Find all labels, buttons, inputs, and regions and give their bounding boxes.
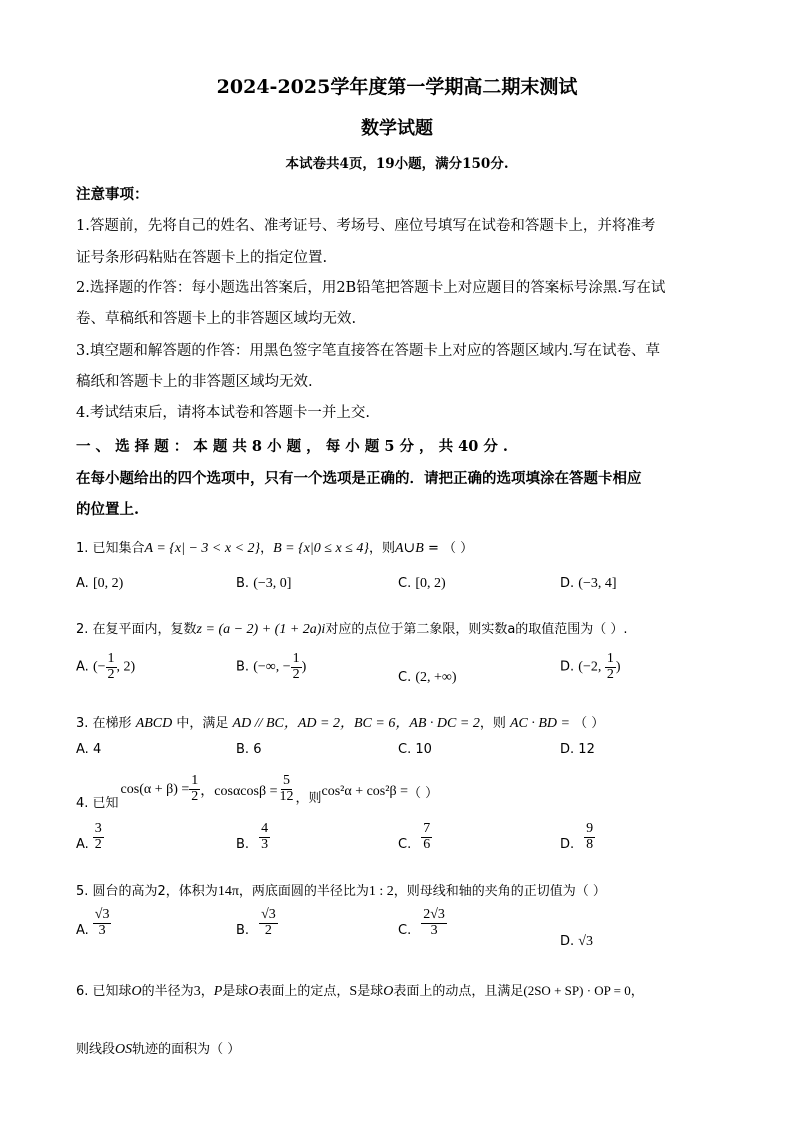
note-2b: 卷、草稿纸和答题卡上的非答题区域均无效. [76, 311, 357, 327]
q2-option-b-label: B. [236, 659, 250, 675]
q3-option-d-label: D. [560, 742, 575, 757]
q4-c2: ，cosαcosβ = [200, 783, 278, 799]
q2-option-b[interactable] [236, 652, 306, 682]
q3-option-b[interactable] [236, 742, 261, 757]
q3-shape: ABCD [135, 716, 173, 731]
q5-c-frac [421, 908, 447, 938]
q2-a-right: , 2) [116, 659, 136, 675]
q1-option-c-value: [0, 2) [415, 576, 446, 591]
section-heading-3: 的位置上. [76, 501, 140, 518]
q3-option-c-label: C. [398, 742, 412, 757]
q2-option-a[interactable] [76, 652, 135, 682]
notes-heading: 注意事项： [76, 186, 149, 203]
q4-c2-den: 12 [279, 789, 294, 804]
q2-option-c-value: (2, +∞) [415, 670, 457, 685]
q4-c2-frac [277, 774, 295, 804]
q4-c1-num: 1 [191, 773, 199, 789]
q3-option-b-value: 6 [253, 742, 262, 757]
q2-post: 对应的点位于第二象限，则实数a的取值范围为（ ）. [325, 622, 628, 637]
q5-a-den: 3 [98, 922, 106, 938]
q3-cond: AD // BC，AD = 2，BC = 6，AB · DC = 2 [232, 716, 480, 731]
q3-option-c[interactable] [398, 742, 432, 757]
subject-title: 数学试题 [361, 118, 433, 139]
q4-option-a-label: A. [76, 837, 89, 853]
q4-c1-den: 2 [191, 789, 199, 804]
q2-expr: z = (a − 2) + (1 + 2a)i [196, 622, 326, 637]
q6-comma: ， [630, 984, 644, 999]
q3-option-b-label: B. [236, 742, 250, 757]
q2-b-num: 1 [292, 651, 300, 666]
q5-option-d-label: D. [560, 934, 575, 949]
q5-option-d-value: √3 [578, 934, 593, 949]
q4-a-frac [93, 822, 104, 852]
question-6 [76, 980, 644, 1000]
q6-mid5: 是球 [357, 984, 384, 999]
q6-cond: (2SO + SP) · OP = 0 [523, 983, 631, 998]
q4-option-a[interactable] [76, 822, 104, 852]
note-3b: 稿纸和答题卡上的非答题区域均无效. [76, 374, 313, 390]
q5-vol: 14π [217, 884, 239, 899]
q3-option-a-value: 4 [92, 742, 102, 757]
q6-line2-post: 轨迹的面积为（ ） [132, 1042, 241, 1057]
q1-setA: A = {x| − 3 < x < 2} [144, 541, 261, 556]
q3-tail: （ ） [574, 716, 605, 731]
note-4: 4.考试结束后，请将本试卷和答题卡一并上交. [76, 405, 370, 421]
q1-pre: 1. 已知集合 [76, 541, 145, 556]
question-2 [76, 618, 628, 638]
q2-b-den: 2 [292, 666, 300, 682]
q1-option-a[interactable] [76, 576, 123, 592]
q5-b-num: √3 [261, 907, 276, 922]
q5-option-b[interactable] [236, 908, 278, 938]
q4-option-b-label: B. [236, 837, 250, 853]
section-heading-1: 一 、 选 择 题 ： 本 题 共 8 小 题 ， 每 小 题 5 分 ， 共 40 分 . [76, 438, 508, 455]
q4-c2-num: 5 [282, 773, 290, 789]
section-heading-2: 在每小题给出的四个选项中，只有一个选项是正确的．请把正确的选项填涂在答题卡相应 [76, 470, 642, 487]
q2-d-num: 1 [606, 651, 614, 666]
q3-option-d-value: 12 [578, 742, 595, 757]
q4-option-c[interactable] [398, 822, 432, 852]
q2-d-left: (−2, [578, 659, 605, 675]
q6-o3: O [383, 984, 394, 999]
q5-a-num: √3 [94, 907, 110, 922]
q1-post: ，则 [368, 541, 395, 556]
q4-d-frac [584, 822, 595, 852]
note-1a: 1.答题前，先将自己的姓名、准考证号、考场号、座位号填写在试卷和答题卡上，并将准考 [76, 218, 656, 234]
q5-b-frac [259, 908, 278, 938]
q3-option-c-value: 10 [415, 742, 432, 757]
q1-option-b-label: B. [236, 576, 250, 591]
q5-option-c-label: C. [398, 923, 412, 939]
q4-b-frac [259, 822, 270, 852]
q3-pre: 3. 在梯形 [76, 716, 132, 731]
q5-b-den: 2 [264, 922, 272, 938]
q5-ratio: 1 : 2 [368, 884, 394, 899]
q4-d-den: 8 [586, 836, 594, 852]
q4-option-d-label: D. [560, 837, 575, 853]
q6-mid1: 的半径为 [141, 984, 194, 999]
q2-pre: 2. 在复平面内，复数 [76, 622, 197, 637]
q2-d-right: ) [615, 659, 621, 675]
q3-mid: 中，满足 [176, 716, 229, 731]
q2-a-den: 2 [107, 666, 115, 682]
q6-o1: O [131, 984, 142, 999]
q4-a-num: 3 [94, 821, 102, 836]
q5-c-num: 2√3 [423, 907, 445, 922]
q1-option-c-label: C. [398, 576, 412, 591]
q2-a-num: 1 [107, 651, 115, 666]
q4-post: ，则 [295, 791, 322, 806]
q1-tail: = （ ） [423, 541, 474, 556]
q5-a-frac [93, 908, 112, 938]
q1-option-a-value: [0, 2) [92, 576, 124, 591]
q4-d-num: 9 [586, 821, 594, 836]
note-3a: 3.填空题和解答题的作答：用黑色签字笔直接答在答题卡上对应的答题区域内.写在试卷、草 [76, 343, 660, 359]
q4-b-den: 3 [261, 836, 269, 852]
q1-option-d[interactable] [560, 576, 617, 592]
note-2a: 2.选择题的作答：每小题选出答案后，用2B铅笔把答题卡上对应题目的答案标号涂黑.写在试 [76, 280, 666, 296]
question-5 [76, 880, 606, 900]
q2-a-left: (− [92, 659, 106, 675]
q5-pre: 5. 圆台的高为2，体积为 [76, 884, 218, 899]
q2-d-den: 2 [606, 666, 614, 682]
q6-r: 3 [193, 984, 201, 999]
q6-o2: O [248, 984, 259, 999]
exam-info: 本试卷共4页，19小题，满分150分. [285, 156, 509, 172]
q4-c-den: 6 [423, 836, 431, 852]
question-6-line2 [76, 1038, 240, 1058]
q2-a-frac [106, 652, 117, 682]
q2-option-d-label: D. [560, 659, 575, 675]
q6-mid4: 表面上的定点， [258, 984, 350, 999]
q3-option-d[interactable] [560, 742, 595, 757]
q4-tail: （ ） [407, 786, 439, 801]
q1-option-c[interactable] [398, 576, 446, 592]
q2-b-right: ) [301, 659, 307, 675]
q1-option-d-label: D. [560, 576, 575, 591]
q4-option-c-label: C. [398, 837, 412, 853]
q5-c-den: 3 [430, 922, 438, 938]
q2-option-a-label: A. [76, 659, 89, 675]
q5-option-a-label: A. [76, 923, 89, 939]
q5-option-a[interactable] [76, 908, 111, 938]
q4-a-den: 2 [94, 836, 102, 852]
q6-mid3: 是球 [222, 984, 249, 999]
q2-option-c-label: C. [398, 670, 412, 685]
q4-pre: 4. 已知 [76, 796, 119, 811]
q2-option-d[interactable] [560, 652, 621, 682]
q2-d-frac [605, 652, 616, 682]
q3-expr: AC · BD = [509, 716, 570, 731]
q3-option-a-label: A. [76, 742, 89, 757]
q6-seg: OS [115, 1042, 133, 1057]
q4-option-b[interactable] [236, 822, 270, 852]
question-3 [76, 712, 604, 732]
q1-expr: A∪B [394, 541, 424, 556]
q5-mid: ，两底面圆的半径比为 [238, 884, 369, 899]
q6-line2-pre: 则线段 [76, 1042, 116, 1057]
q1-option-b[interactable] [236, 576, 291, 592]
q6-pre: 6. 已知球 [76, 984, 132, 999]
q4-c1: cos(α + β) = [120, 781, 190, 797]
q2-b-frac [291, 652, 302, 682]
q4-c-frac [421, 822, 432, 852]
q6-mid2: ， [200, 984, 214, 999]
q4-option-d[interactable] [560, 822, 595, 852]
q1-comma: ， [260, 541, 274, 556]
q4-c-num: 7 [423, 821, 431, 836]
q6-p: P [213, 984, 223, 999]
q5-post: ，则母线和轴的夹角的正切值为（ ） [393, 884, 606, 899]
q3-option-a[interactable] [76, 742, 101, 757]
q4-c1-frac [189, 774, 200, 804]
q1-setB: B = {x|0 ≤ x ≤ 4} [273, 541, 369, 556]
q6-mid6: 表面上的动点，且满足 [393, 984, 524, 999]
q5-option-b-label: B. [236, 923, 250, 939]
q1-option-a-label: A. [76, 576, 89, 591]
q1-option-b-value: (−3, 0] [253, 576, 292, 591]
q3-post: ，则 [479, 716, 506, 731]
q5-option-d[interactable] [560, 934, 593, 950]
q6-s: S [349, 984, 358, 999]
q4-expr: cos²α + cos²β = [321, 783, 408, 799]
question-1 [76, 537, 473, 557]
q2-b-left: (−∞, − [253, 659, 291, 675]
q2-option-c[interactable] [398, 670, 457, 686]
exam-title: 2024-2025学年度第一学期高二期末测试 [216, 76, 578, 98]
note-1b: 证号条形码粘贴在答题卡上的指定位置. [76, 250, 328, 266]
q4-b-num: 4 [261, 821, 269, 836]
question-4 [76, 768, 438, 811]
q5-option-c[interactable] [398, 908, 447, 938]
q1-option-d-value: (−3, 4] [578, 576, 617, 591]
